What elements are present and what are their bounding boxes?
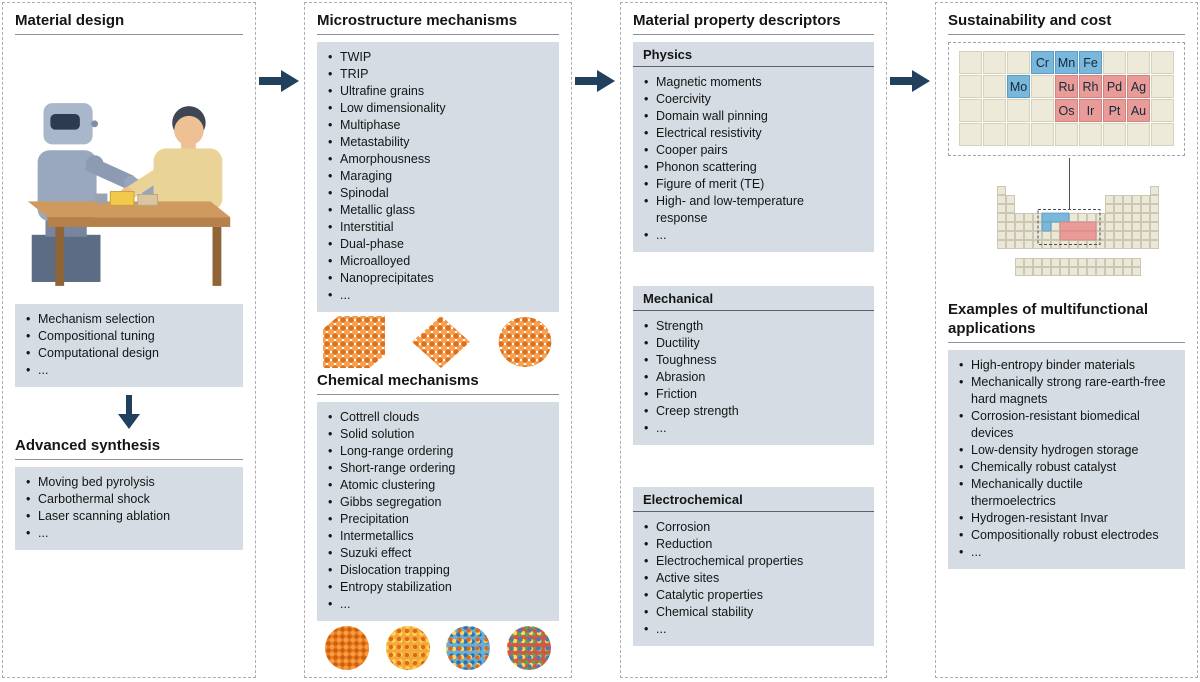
list-item: • Strength [643, 318, 856, 335]
element-cell [1127, 123, 1150, 146]
mini-periodic-table [997, 186, 1159, 276]
crystal-octahedron-icon [412, 316, 470, 368]
list-item: • Amorphousness [327, 151, 549, 168]
list-item: • Dislocation trapping [327, 562, 549, 579]
mechanical-panel [633, 286, 874, 445]
sustainability-title: Sustainability and cost [948, 12, 1185, 35]
element-cell: Cr [1031, 51, 1054, 74]
list-item: • Interstitial [327, 219, 549, 236]
list-item: • ... [643, 621, 856, 638]
microstructure-column [304, 2, 572, 678]
applications-list [948, 350, 1185, 569]
list-item: • Gibbs segregation [327, 494, 549, 511]
flow-arrow-right-icon [575, 68, 616, 94]
element-cell [1103, 51, 1126, 74]
element-cell: Au [1127, 99, 1150, 122]
element-cell [983, 99, 1006, 122]
element-cell: Mn [1055, 51, 1078, 74]
element-cell: Fe [1079, 51, 1102, 74]
microstructure-title: Microstructure mechanisms [317, 12, 559, 35]
element-cell [983, 123, 1006, 146]
list-item: • Phonon scattering [643, 159, 856, 176]
list-item: • Low dimensionality [327, 100, 549, 117]
fragment-row [949, 123, 1184, 146]
crystal-cube-icon [323, 316, 385, 368]
element-cell [1031, 99, 1054, 122]
element-cell: Ir [1079, 99, 1102, 122]
electrochemical-panel-title: Electrochemical [633, 487, 874, 512]
list-item: • Metallic glass [327, 202, 549, 219]
element-cell [1007, 51, 1030, 74]
element-cell [1151, 75, 1174, 98]
list-item: • Abrasion [643, 369, 856, 386]
list-item: • Toughness [643, 352, 856, 369]
element-cell: Rh [1079, 75, 1102, 98]
element-cell [1127, 51, 1150, 74]
list-item: • Ductility [643, 335, 856, 352]
element-cell [1007, 123, 1030, 146]
list-item: • Catalytic properties [643, 587, 856, 604]
nanoparticle-icon-2 [386, 626, 430, 670]
list-item: • Ultrafine grains [327, 83, 549, 100]
list-item: • ... [327, 287, 549, 304]
list-item: • Precipitation [327, 511, 549, 528]
element-cell [959, 51, 982, 74]
element-cell [1151, 99, 1174, 122]
element-cell [1031, 75, 1054, 98]
element-cell [1007, 99, 1030, 122]
list-item: • Long-range ordering [327, 443, 549, 460]
list-item: • Suzuki effect [327, 545, 549, 562]
element-cell [1151, 51, 1174, 74]
element-cell [1103, 123, 1126, 146]
fragment-row [949, 99, 1184, 122]
list-item: • Metastability [327, 134, 549, 151]
chemical-mechanisms-title: Chemical mechanisms [317, 372, 559, 395]
flow-arrow-right-icon [890, 68, 931, 94]
list-item: • Cooper pairs [643, 142, 856, 159]
list-item: • Figure of merit (TE) [643, 176, 856, 193]
list-item: • Laser scanning ablation [25, 508, 233, 525]
microstructure-list [317, 42, 559, 312]
flow-arrow-down-icon [114, 395, 144, 431]
list-item: • Intermetallics [327, 528, 549, 545]
list-item: • Compositionally robust electrodes [958, 527, 1169, 544]
list-item: • High- and low-temperature response [643, 193, 856, 227]
list-item: • Coercivity [643, 91, 856, 108]
list-item: • Moving bed pyrolysis [25, 474, 233, 491]
nanoparticle-icon-1 [325, 626, 369, 670]
applications-title: Examples of multifunctional applications [948, 300, 1185, 343]
physics-panel-title: Physics [633, 42, 874, 67]
desk [28, 201, 230, 286]
element-cell [1031, 123, 1054, 146]
list-item: • Creep strength [643, 403, 856, 420]
element-cell [1055, 123, 1078, 146]
list-item: • ... [643, 420, 856, 437]
list-item: • ... [643, 227, 856, 244]
fragment-row [949, 75, 1184, 98]
list-item: • Mechanism selection [25, 311, 233, 328]
design-approaches-list [15, 304, 243, 387]
descriptors-title: Material property descriptors [633, 12, 874, 35]
list-item: • Chemically robust catalyst [958, 459, 1169, 476]
element-cell [959, 75, 982, 98]
list-item: • Magnetic moments [643, 74, 856, 91]
list-item: • High-entropy binder materials [958, 357, 1169, 374]
element-cell [1079, 123, 1102, 146]
list-item: • Low-density hydrogen storage [958, 442, 1169, 459]
material-design-column [2, 2, 256, 678]
mechanical-list [633, 311, 874, 445]
element-cell [959, 99, 982, 122]
element-cell: Pd [1103, 75, 1126, 98]
list-item: • Corrosion [643, 519, 856, 536]
list-item: • Cottrell clouds [327, 409, 549, 426]
list-item: • Corrosion-resistant biomedical devices [958, 408, 1169, 442]
element-cell [983, 51, 1006, 74]
list-item: • Nanoprecipitates [327, 270, 549, 287]
nanoparticle-icons [325, 626, 551, 670]
element-cell: Ru [1055, 75, 1078, 98]
list-item: • Mechanically strong rare-earth-free hard magnets [958, 374, 1169, 408]
list-item: • TWIP [327, 49, 549, 66]
element-cell [983, 75, 1006, 98]
electrochemical-panel [633, 487, 874, 646]
advanced-synthesis-title: Advanced synthesis [15, 437, 243, 460]
element-cell [1151, 123, 1174, 146]
element-cell: Pt [1103, 99, 1126, 122]
list-item: • Mechanically ductile thermoelectrics [958, 476, 1169, 510]
nanoparticle-icon-4 [507, 626, 551, 670]
property-descriptors-column [620, 2, 887, 678]
element-cell: Mo [1007, 75, 1030, 98]
material-design-title: Material design [15, 12, 243, 35]
crystal-sphere-icon [497, 316, 553, 368]
list-item: • TRIP [327, 66, 549, 83]
list-item: • ... [25, 525, 233, 542]
list-item: • ... [327, 596, 549, 613]
list-item: • Maraging [327, 168, 549, 185]
robot-human-collaboration-illustration [16, 42, 242, 292]
list-item: • Reduction [643, 536, 856, 553]
chemical-mechanisms-list [317, 402, 559, 621]
mechanical-panel-title: Mechanical [633, 286, 874, 311]
list-item: • Electrical resistivity [643, 125, 856, 142]
sustainability-column [935, 2, 1198, 678]
element-cell: Os [1055, 99, 1078, 122]
nanoparticle-icon-3 [446, 626, 490, 670]
physics-list [633, 67, 874, 252]
periodic-table-fragment [948, 42, 1185, 156]
list-item: • Hydrogen-resistant Invar [958, 510, 1169, 527]
element-cell: Ag [1127, 75, 1150, 98]
crystal-structure-icons [319, 316, 557, 368]
list-item: • ... [958, 544, 1169, 561]
list-item: • Chemical stability [643, 604, 856, 621]
list-item: • Dual-phase [327, 236, 549, 253]
list-item: • Entropy stabilization [327, 579, 549, 596]
list-item: • Multiphase [327, 117, 549, 134]
list-item: • Carbothermal shock [25, 491, 233, 508]
list-item: • Electrochemical properties [643, 553, 856, 570]
list-item: • Domain wall pinning [643, 108, 856, 125]
list-item: • Compositional tuning [25, 328, 233, 345]
flow-arrow-right-icon [259, 68, 300, 94]
person [121, 106, 223, 211]
list-item: • Spinodal [327, 185, 549, 202]
periodic-table-overview [948, 158, 1185, 290]
list-item: • Short-range ordering [327, 460, 549, 477]
list-item: • Solid solution [327, 426, 549, 443]
list-item: • ... [25, 362, 233, 379]
element-cell [959, 123, 982, 146]
synthesis-methods-list [15, 467, 243, 550]
list-item: • Microalloyed [327, 253, 549, 270]
list-item: • Friction [643, 386, 856, 403]
list-item: • Atomic clustering [327, 477, 549, 494]
list-item: • Computational design [25, 345, 233, 362]
fragment-row [949, 51, 1184, 74]
list-item: • Active sites [643, 570, 856, 587]
electrochemical-list [633, 512, 874, 646]
physics-panel [633, 42, 874, 252]
